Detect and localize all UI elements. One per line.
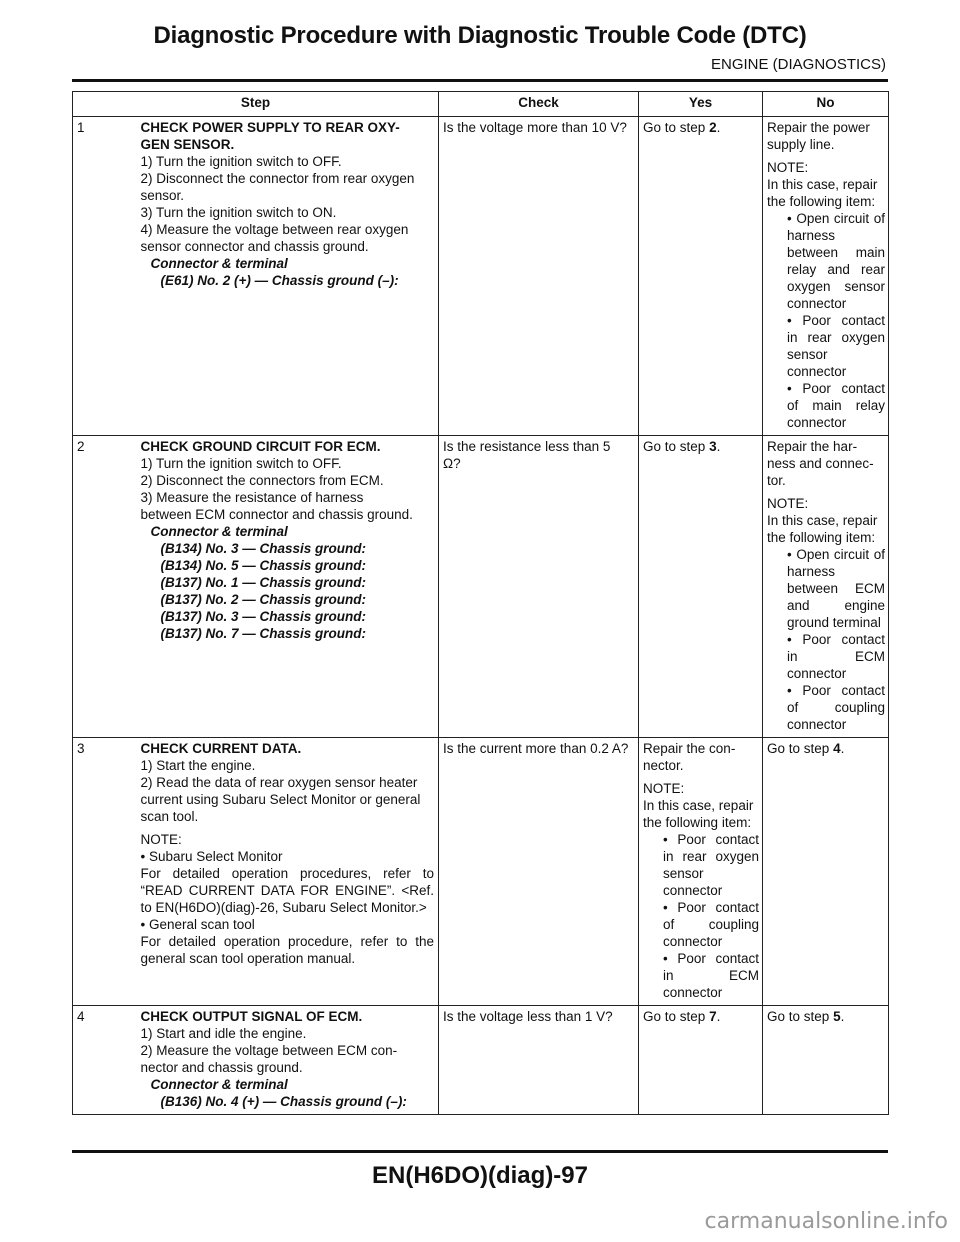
note-text: the following item: [767,530,876,545]
note-item: • Poor contact of coupling connector [663,900,760,949]
step-title: GEN SENSOR. [140,137,235,152]
note-text: In this case, repair [767,177,878,192]
column-header-yes: Yes [639,92,763,117]
yes-text: Go to step [643,1009,710,1024]
note-text: For detailed operation procedures, refer to “READ CURRENT DATA FOR ENGINE”. <Ref. to EN(H6DO)(diag)-26, Subaru Select Monitor.> [140,866,435,915]
no-cell [763,436,889,738]
page-title: Diagnostic Procedure with Diagnostic Trouble Code (DTC) [153,22,807,49]
yes-step-ref: 7 [709,1009,717,1024]
note-text: • General scan tool [140,917,255,932]
yes-text: Repair the con- [643,741,736,756]
note-label: NOTE: [767,496,809,511]
step-instruction: sensor connector and chassis ground. [140,239,369,254]
yes-suffix: . [716,1009,721,1024]
note-item: • Poor contact in ECM connector [663,951,760,1000]
yes-suffix: . [716,120,721,135]
yes-cell [639,738,763,1006]
header-divider [72,79,888,82]
no-cell [763,1006,889,1115]
check-text: Is the resistance less than 5 [443,439,611,454]
yes-cell [639,117,763,436]
step-description [141,117,439,436]
no-text: Repair the power [767,120,870,135]
no-text: Repair the har- [767,439,858,454]
check-cell: Is the voltage more than 10 V? [439,117,639,436]
note-text: • Subaru Select Monitor [140,849,283,864]
no-step-ref: 5 [833,1009,841,1024]
check-text: Ω? [443,456,461,471]
diagnostic-procedure-table [72,91,889,1115]
note-text: the following item: [767,194,876,209]
note-item: • Poor contact in ECM connector [787,632,886,681]
column-header-step: Step [73,92,439,117]
step-number: 4 [73,1006,141,1115]
note-item: • Poor contact of coupling connector [787,683,886,732]
note-item: • Open circuit of harness between ECM and engine ground terminal [787,547,886,630]
note-text: In this case, repair [643,798,754,813]
step-instruction: 2) Read the data of rear oxygen sensor heater [140,775,418,790]
connector-terminal: (B137) No. 7 — Chassis ground: [160,626,367,641]
table-row [73,1006,889,1115]
yes-text: Go to step [643,120,710,135]
no-suffix: . [840,1009,845,1024]
step-instruction: nector and chassis ground. [140,1060,303,1075]
connector-terminal: (B136) No. 4 (+) — Chassis ground (–): [160,1094,407,1109]
table-row [73,738,889,1006]
section-title: ENGINE (DIAGNOSTICS) [710,56,886,73]
step-instruction: 4) Measure the voltage between rear oxygen [140,222,409,237]
column-header-no: No [763,92,889,117]
connector-label: Connector & terminal [150,1077,288,1092]
step-description [141,738,439,1006]
page-number: EN(H6DO)(diag)-97 [371,1162,588,1189]
note-text: the following item: [643,815,752,830]
connector-terminal: (B137) No. 2 — Chassis ground: [160,592,367,607]
step-instruction: current using Subaru Select Monitor or general [140,792,421,807]
yes-suffix: . [716,439,721,454]
step-instruction: 2) Disconnect the connectors from ECM. [140,473,384,488]
step-title: CHECK GROUND CIRCUIT FOR ECM. [140,439,381,454]
connector-terminal: (B137) No. 1 — Chassis ground: [160,575,367,590]
note-label: NOTE: [767,160,809,175]
no-cell [763,738,889,1006]
step-instruction: 1) Start the engine. [140,758,256,773]
step-title: CHECK POWER SUPPLY TO REAR OXY- [140,120,400,135]
step-description [141,1006,439,1115]
footer-divider [72,1150,888,1153]
table-row [73,117,889,436]
watermark: carmanualsonline.info [704,1209,948,1234]
yes-step-ref: 3 [709,439,717,454]
step-instruction: 2) Disconnect the connector from rear oxygen [140,171,415,186]
yes-text: Go to step [643,439,710,454]
step-title: CHECK CURRENT DATA. [140,741,302,756]
no-text: supply line. [767,137,835,152]
step-instruction: 3) Turn the ignition switch to ON. [140,205,337,220]
no-text: ness and connec- [767,456,874,471]
check-cell [439,436,639,738]
step-instruction: 3) Measure the resistance of harness [140,490,364,505]
yes-step-ref: 2 [709,120,717,135]
connector-terminal: (B137) No. 3 — Chassis ground: [160,609,367,624]
yes-cell [639,1006,763,1115]
step-instruction: 2) Measure the voltage between ECM con- [140,1043,398,1058]
step-number: 2 [73,436,141,738]
step-description [141,436,439,738]
no-text: Go to step [767,741,834,756]
step-instruction: 1) Start and idle the engine. [140,1026,307,1041]
no-cell [763,117,889,436]
step-title: CHECK OUTPUT SIGNAL OF ECM. [140,1009,363,1024]
step-instruction: scan tool. [140,809,199,824]
note-text: For detailed operation procedure, refer to the general scan tool operation manual. [140,934,435,966]
step-instruction: between ECM connector and chassis ground. [140,507,413,522]
step-instruction: sensor. [140,188,185,203]
yes-cell [639,436,763,738]
no-suffix: . [840,741,845,756]
connector-terminal: (E61) No. 2 (+) — Chassis ground (–): [160,273,399,288]
check-cell: Is the voltage less than 1 V? [439,1006,639,1115]
note-item: • Poor contact of main relay connector [787,381,886,430]
connector-terminal: (B134) No. 3 — Chassis ground: [160,541,367,556]
column-header-check: Check [439,92,639,117]
note-item: • Poor contact in rear oxygen sensor connector [663,832,760,898]
note-text: In this case, repair [767,513,878,528]
connector-label: Connector & terminal [150,524,288,539]
step-instruction: 1) Turn the ignition switch to OFF. [140,456,342,471]
note-item: • Poor contact in rear oxygen sensor connector [787,313,886,379]
check-cell: Is the current more than 0.2 A? [439,738,639,1006]
note-item: • Open circuit of harness between main relay and rear oxygen sensor connector [787,211,886,311]
connector-label: Connector & terminal [150,256,288,271]
note-label: NOTE: [643,781,685,796]
no-text: tor. [767,473,786,488]
step-number: 1 [73,117,141,436]
step-number: 3 [73,738,141,1006]
step-instruction: 1) Turn the ignition switch to OFF. [140,154,342,169]
yes-text: nector. [643,758,684,773]
table-header-row [73,92,889,117]
table-row [73,436,889,738]
connector-terminal: (B134) No. 5 — Chassis ground: [160,558,367,573]
no-step-ref: 4 [833,741,841,756]
no-text: Go to step [767,1009,834,1024]
note-label: NOTE: [140,832,182,847]
